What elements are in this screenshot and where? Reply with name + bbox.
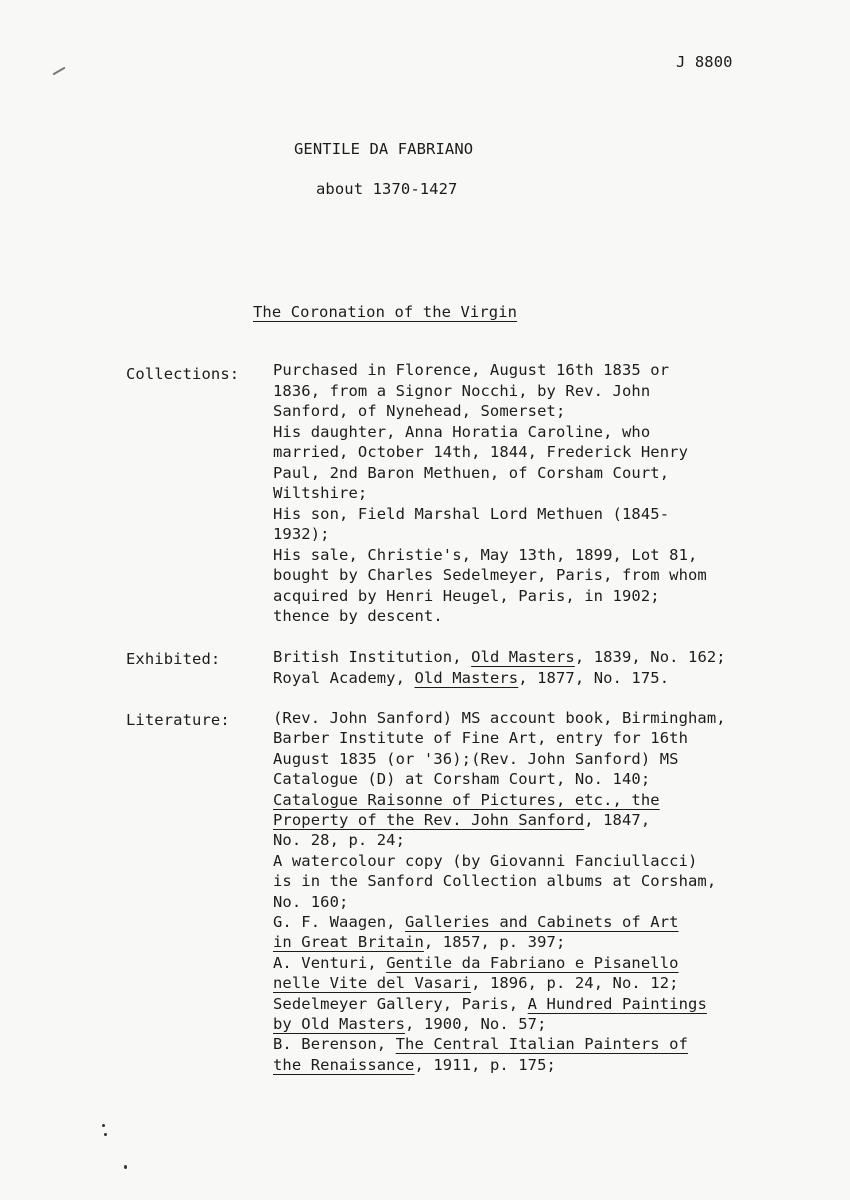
underlined-title: Property of the Rev. John Sanford	[273, 811, 585, 829]
literature-line	[273, 830, 405, 851]
exhibited-label: Exhibited:	[126, 650, 221, 668]
literature-line	[273, 953, 679, 974]
collections-line: His sale, Christie's, May 13th, 1899, Lot 81,	[273, 545, 698, 564]
literature-line	[273, 790, 660, 811]
artist-dates: about 1370-1427	[316, 180, 458, 198]
literature-line	[273, 708, 726, 729]
text-segment: (Rev. John Sanford) MS account book, Birmingham,	[273, 709, 726, 727]
literature-line	[273, 932, 565, 953]
literature-line	[273, 1014, 547, 1035]
literature-line	[273, 912, 679, 933]
literature-line	[273, 994, 707, 1015]
exhibited-line	[273, 647, 726, 668]
literature-line	[273, 871, 716, 892]
text-segment: , 1896, p. 24, No. 12;	[471, 974, 679, 993]
text-segment: Royal Academy,	[273, 668, 415, 687]
literature-line	[273, 892, 348, 913]
scan-speck	[104, 1133, 107, 1136]
collections-line: thence by descent.	[273, 607, 443, 625]
collections-label: Collections:	[126, 365, 240, 383]
literature-line	[273, 810, 650, 831]
text-segment: No. 28, p. 24;	[273, 831, 406, 850]
scan-speck	[124, 1165, 127, 1169]
text-segment: , 1877, No. 175.	[518, 668, 670, 687]
literature-label: Literature:	[126, 711, 230, 729]
collections-line: married, October 14th, 1844, Frederick Henry	[273, 443, 688, 461]
underlined-title: Galleries and Cabinets of Art	[405, 913, 679, 931]
underlined-title: nelle Vite del Vasari	[273, 974, 472, 993]
underlined-title: Old Masters	[414, 668, 519, 687]
literature-line	[273, 749, 679, 770]
underlined-title: in Great Britain	[273, 933, 424, 952]
text-segment: G. F. Waagen,	[273, 913, 406, 931]
collections-line: 1836, from a Signor Nocchi, by Rev. John	[273, 381, 651, 400]
text-segment: British Institution,	[273, 648, 472, 666]
text-segment: B. Berenson,	[273, 1035, 396, 1054]
text-segment: , 1911, p. 175;	[414, 1055, 556, 1074]
collections-line: His son, Field Marshal Lord Methuen (1845-	[273, 504, 670, 523]
artwork-title: The Coronation of the Virgin	[253, 303, 518, 321]
collections-line: Paul, 2nd Baron Methuen, of Corsham Court,	[273, 463, 670, 482]
text-segment: A. Venturi,	[273, 953, 387, 972]
artist-name: GENTILE DA FABRIANO	[294, 140, 474, 158]
underlined-title: Old Masters	[471, 648, 575, 666]
text-segment: No. 160;	[273, 892, 349, 911]
text-segment: is in the Sanford Collection albums at Corsham,	[273, 872, 717, 891]
text-segment: , 1857, p. 397;	[423, 933, 566, 952]
scan-mark	[52, 67, 65, 76]
underlined-title: A Hundred Paintings	[527, 994, 707, 1013]
reference-number: J 8800	[676, 53, 733, 71]
underlined-title: Catalogue Raisonne of Pictures, etc., the	[273, 790, 660, 809]
literature-line	[273, 769, 650, 790]
text-segment: , 1839, No. 162;	[574, 648, 726, 666]
literature-line	[273, 1034, 688, 1055]
text-segment: Barber Institute of Fine Art, entry for 16th	[273, 729, 688, 748]
text-segment: , 1847,	[584, 811, 651, 829]
collections-line: acquired by Henri Heugel, Paris, in 1902;	[273, 586, 660, 605]
literature-line	[273, 728, 688, 749]
collections-line: Purchased in Florence, August 16th 1835 or	[273, 361, 670, 379]
exhibited-line	[273, 668, 669, 689]
literature-line	[273, 1055, 556, 1076]
collections-line: Sanford, of Nynehead, Somerset;	[273, 402, 566, 420]
underlined-title: Gentile da Fabriano e Pisanello	[386, 953, 679, 972]
text-segment: August 1835 (or '36);(Rev. John Sanford) MS	[273, 749, 679, 768]
collections-line: 1932);	[273, 525, 330, 543]
literature-line	[273, 851, 697, 872]
scan-speck	[102, 1124, 105, 1127]
collections-line: Wiltshire;	[273, 484, 368, 502]
underlined-title: The Central Italian Painters of	[395, 1035, 689, 1054]
text-segment: Catalogue (D) at Corsham Court, No. 140;	[273, 770, 651, 789]
text-segment: A watercolour copy (by Giovanni Fanciullacci)	[273, 851, 698, 870]
collections-line: His daughter, Anna Horatia Caroline, who	[273, 422, 651, 441]
text-segment: Sedelmeyer Gallery, Paris,	[273, 994, 528, 1013]
text-segment: , 1900, No. 57;	[405, 1015, 547, 1033]
literature-line	[273, 973, 679, 994]
collections-line: bought by Charles Sedelmeyer, Paris, from whom	[273, 566, 707, 584]
underlined-title: by Old Masters	[273, 1015, 406, 1033]
underlined-title: the Renaissance	[273, 1055, 415, 1074]
